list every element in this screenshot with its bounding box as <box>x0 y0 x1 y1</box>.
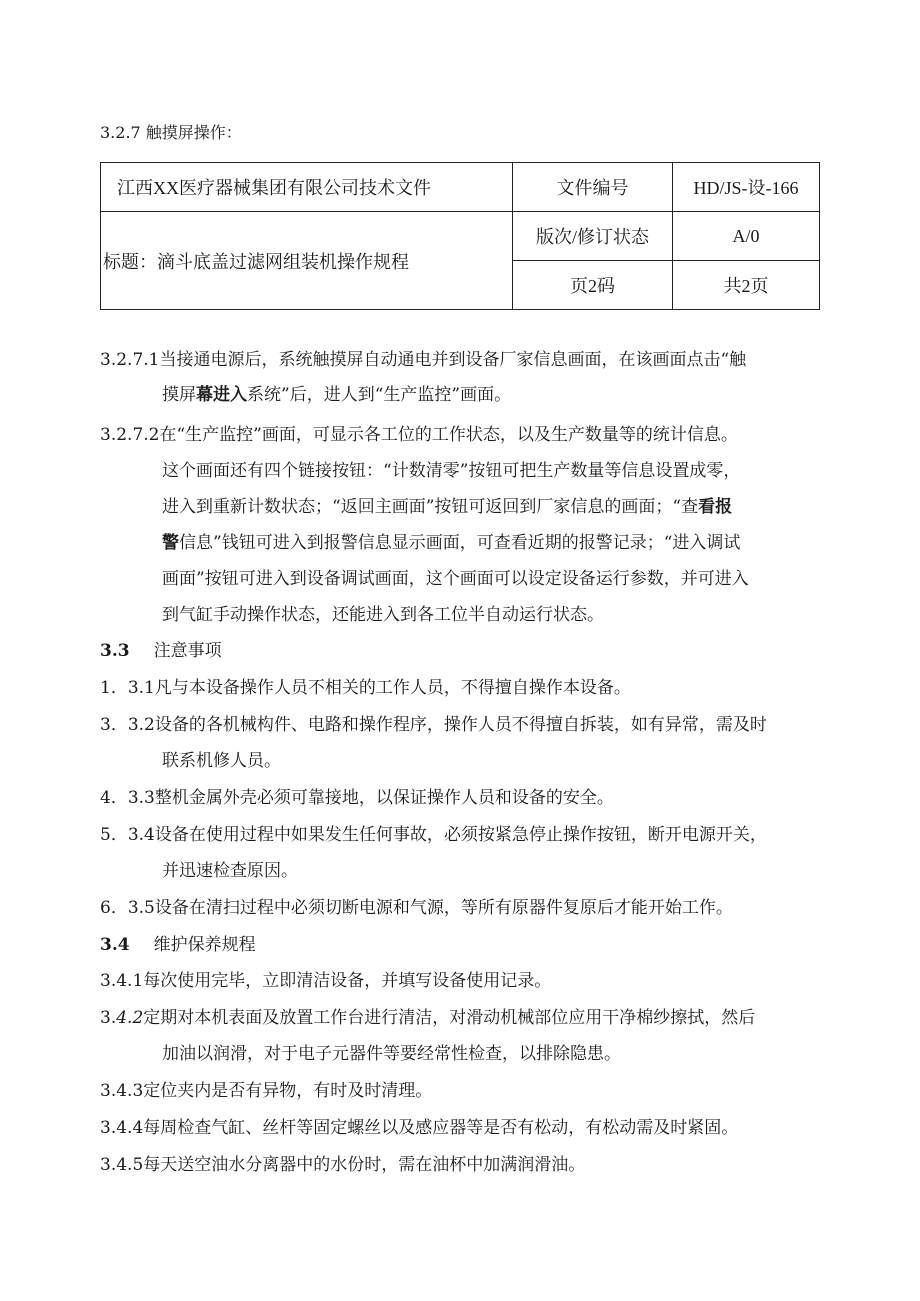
revision-value: A/0 <box>673 212 820 261</box>
para-3272-line6: 到气缸手动操作状态，还能进入到各工位半自动运行状态。 <box>162 605 604 625</box>
section-34-heading <box>100 934 256 956</box>
company-doc-cell: 江西XX医疗器械集团有限公司技术文件 <box>101 163 513 212</box>
item-335: 6．3.5设备在清扫过程中必须切断电源和气源，等所有原器件复原后才能开始工作。 <box>100 898 733 918</box>
item-332-line2: 联系机修人员。 <box>162 751 281 771</box>
document-header-table <box>100 162 820 310</box>
text-run: 进入到重新计数状态；“返回主画面”按钮可返回到厂家信息的画面；“查 <box>162 497 699 517</box>
section-number: 3.3 <box>100 641 130 661</box>
doc-number-value: HD/JS-设-166 <box>673 163 820 212</box>
item-345: 3.4.5每天送空油水分离器中的水份时，需在油杯中加满润滑油。 <box>100 1155 586 1175</box>
item-332-line1: 3．3.2设备的各机械构件、电路和操作程序，操作人员不得擅自拆装，如有异常，需及时 <box>100 715 767 735</box>
text-run: 定期对本机表面及放置工作台进行清洁，对滑动机械部位应用干净棉纱擦拭，然后 <box>143 1008 756 1028</box>
item-343: 3.4.3定位夹内是否有异物，有时及时清理。 <box>100 1081 433 1101</box>
item-331: 1．3.1凡与本设备操作人员不相关的工作人员，不得擅自操作本设备。 <box>100 678 631 698</box>
text-run: 摸屏 <box>162 385 196 405</box>
item-334-line1: 5．3.4设备在使用过程中如果发生任何事故，必须按紧急停止操作按钮，断开电源开关， <box>100 825 767 845</box>
section-327-heading: 3.2.7 触摸屏操作： <box>100 123 242 142</box>
doc-title-cell: 标题：滴斗底盖过滤网组装机操作规程 <box>101 212 513 310</box>
doc-number-label: 文件编号 <box>513 163 673 212</box>
para-3271-line1: 3.2.7.1当接通电源后，系统触摸屏自动通电并到设备厂家信息画面，在该画面点击“触 <box>100 350 747 370</box>
italic-run: 4.2 <box>116 1008 144 1028</box>
bold-run: 警 <box>162 533 179 553</box>
section-number: 3.4 <box>100 935 130 955</box>
item-342-line1 <box>100 1007 755 1029</box>
section-title: 注意事项 <box>153 641 222 661</box>
section-title: 维护保养规程 <box>153 935 256 955</box>
page-total: 共2页 <box>673 261 820 310</box>
page-label: 页2码 <box>513 261 673 310</box>
para-3271-line2 <box>162 384 511 406</box>
bold-run: 看报 <box>698 497 733 517</box>
item-344: 3.4.4每周检查气缸、丝杆等固定螺丝以及感应器等是否有松动，有松动需及时紧固。 <box>100 1118 739 1138</box>
text-run: 3. <box>100 1008 117 1028</box>
para-3272-line4 <box>162 532 740 554</box>
item-334-line2: 并迅速检查原因。 <box>162 861 298 881</box>
revision-label: 版次/修订状态 <box>513 212 673 261</box>
item-342-line2: 加油以润滑，对于电子元器件等要经常性检查，以排除隐患。 <box>162 1044 621 1064</box>
bold-run: 幕进入 <box>196 385 247 405</box>
para-3272-line3 <box>162 496 732 518</box>
section-33-heading <box>100 640 222 662</box>
para-3272-line2: 这个画面还有四个链接按钮：“计数清零”按钮可把生产数量等信息设置成零， <box>162 461 741 481</box>
para-3272-line5: 画面”按钮可进入到设备调试画面，这个画面可以设定设备运行参数，并可进入 <box>162 569 749 589</box>
text-run: 系统”后，进人到“生产监控”画面。 <box>247 385 512 405</box>
para-3272-line1: 3.2.7.2在“生产监控”画面，可显示各工位的工作状态，以及生产数量等的统计信息。 <box>100 425 738 445</box>
text-run: 信息”钱钮可进入到报警信息显示画面，可查看近期的报警记录；“进入调试 <box>179 533 741 553</box>
item-333: 4．3.3整机金属外壳必须可靠接地，以保证操作人员和设备的安全。 <box>100 788 614 808</box>
item-341: 3.4.1每次使用完毕，立即清洁设备，并填写设备使用记录。 <box>100 971 552 991</box>
